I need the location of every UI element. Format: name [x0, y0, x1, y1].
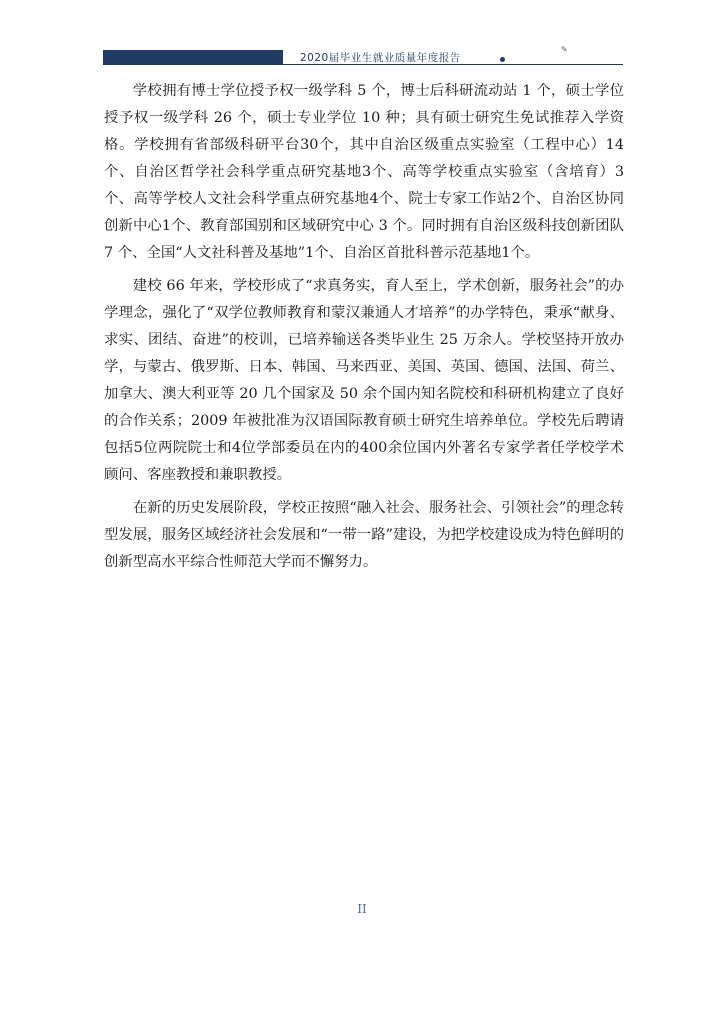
header-dot-decoration — [500, 57, 505, 62]
paragraph-history-cooperation: 建校 66 年来，学校形成了“求真务实，育人至上，学术创新，服务社会”的办学理念，强化了“双学位教师教育和蒙汉兼通人才培养”的办学特色，秉承“献身、求实、团结、奋进”的校训，已培养输送各类毕业生 25 万余人。学校坚持开放办学，与蒙古、俄罗斯、日本、韩国、马来西亚、美国、英国、德国、法国、荷兰、加拿大、澳大利亚等 20 几个国家及 50 余个国内知名院校和科研机构建立了良好的合作关系；2009 年被批准为汉语国际教育硕士研究生培养单位。学校先后聘请包括5位两院院士和4位学部委员在内的400余位国内外著名专家学者任学校学术顾问、客座教授和兼职教授。 — [104, 278, 624, 483]
page-number: II — [357, 902, 367, 916]
document-body — [104, 78, 624, 582]
paragraph-degrees-research: 学校拥有博士学位授予权一级学科 5 个，博士后科研流动站 1 个，硕士学位授予权一级学科 26 个，硕士专业学位 10 种；具有硕士研究生免试推荐入学资格。学校拥有省部级科研平台30个，其中自治区级重点实验室（工程中心）14个、自治区哲学社会科学重点研究基地3个、高等学校重点实验室（含培育）3个、高等学校人文社会科学重点研究基地4个、院士专家工作站2个、自治区协同创新中心1个、教育部国别和区域研究中心 3 个。同时拥有自治区级科技创新团队 7 个、全国“人文社科普及基地”1个、自治区首批科普示范基地1个。 — [104, 83, 624, 261]
header-mark-icon: ✎ — [561, 45, 568, 54]
header-bar — [103, 50, 283, 65]
paragraph-development: 在新的历史发展阶段，学校正按照“融入社会、服务社会、引领社会”的理念转型发展，服务区域经济社会发展和“一带一路”建设，为把学校建设成为特色鲜明的创新型高水平综合性师范大学而不懈努力。 — [104, 500, 624, 570]
header-title: 2020届毕业生就业质量年度报告 — [300, 52, 461, 64]
